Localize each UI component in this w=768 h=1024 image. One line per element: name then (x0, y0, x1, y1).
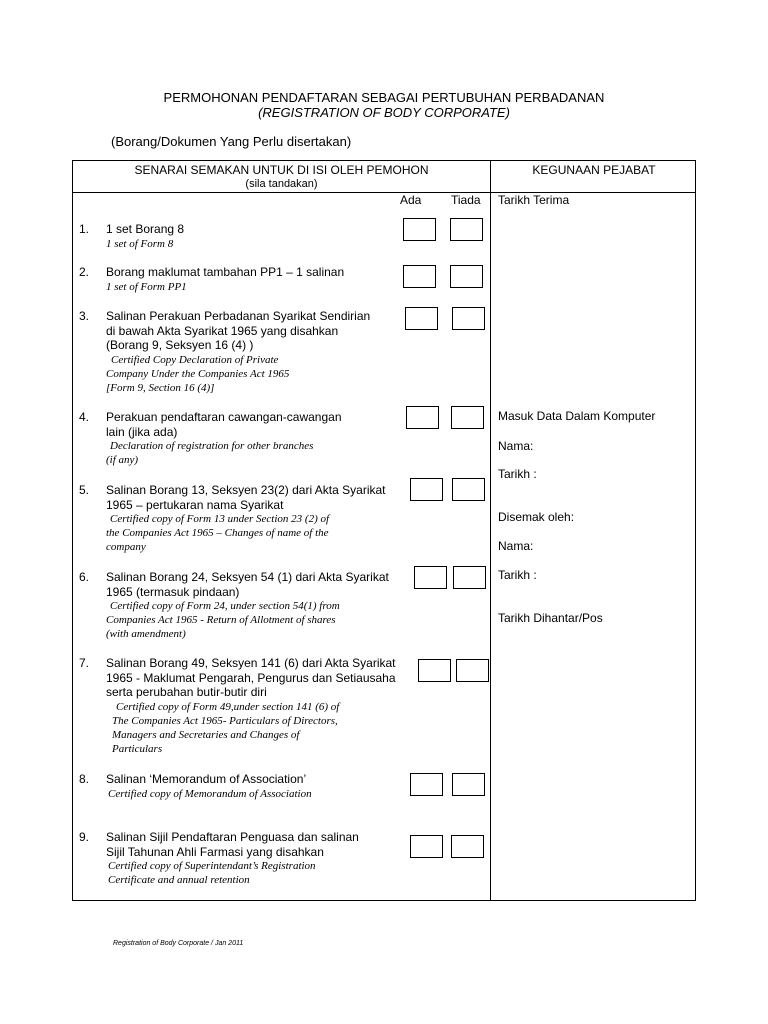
checklist-item-4 (106, 410, 342, 467)
item-text-english: Certified Copy Declaration of Private (111, 353, 279, 366)
office-masuk-data: Masuk Data Dalam Komputer (498, 409, 656, 423)
item-text: 1965 - Maklumat Pengarah, Pengurus dan Setiausaha (106, 670, 396, 685)
item-text-english: Certified copy of Superintendant’s Registration (108, 860, 316, 872)
item-text-english: Certificate and annual retention (108, 874, 250, 886)
column-divider (490, 161, 491, 900)
checklist-item-3 (106, 309, 370, 395)
tiada-checkbox-4[interactable] (451, 406, 484, 429)
checklist-header-instruction: (sila tandakan) (245, 178, 318, 190)
item-text-english: Certified copy of Memorandum of Association (108, 787, 312, 800)
checklist-item-8 (106, 772, 312, 801)
office-tarikh-dihantar: Tarikh Dihantar/Pos (498, 611, 603, 625)
item-text: serta perubahan butir-butir diri (106, 685, 267, 699)
item-text-english: (with amendment) (106, 628, 186, 640)
item-number: 6. (79, 570, 90, 584)
form-title-english: (REGISTRATION OF BODY CORPORATE) (258, 105, 510, 120)
item-text: Salinan Borang 49, Seksyen 141 (6) dari Akta Syarikat (106, 656, 396, 670)
tiada-checkbox-7[interactable] (456, 659, 489, 682)
item-number: 2. (79, 265, 90, 279)
item-text-english: Certified copy of Form 24, under section 54(1) from (110, 600, 340, 612)
checklist-item-7 (106, 656, 396, 756)
office-tarikh-terima: Tarikh Terima (498, 193, 570, 207)
item-text: 1965 – pertukaran nama Syarikat (106, 497, 284, 512)
item-text-english: Particulars (112, 742, 163, 755)
item-text: lain (jika ada) (106, 424, 178, 439)
item-text: di bawah Akta Syarikat 1965 yang disahkan (106, 323, 339, 338)
item-text: (Borang 9, Seksyen 16 (4) ) (106, 338, 254, 352)
header-divider (73, 192, 695, 193)
tiada-checkbox-5[interactable] (452, 478, 485, 501)
tiada-checkbox-6[interactable] (453, 566, 486, 589)
item-text-english: Companies Act 1965 - Return of Allotment of shares (106, 614, 336, 626)
item-text: Salinan ‘Memorandum of Association’ (106, 772, 307, 786)
item-text-english: Certified copy of Form 13 under Section 23 (2) of (110, 513, 330, 525)
column-tiada: Tiada (451, 193, 481, 207)
item-text: Sijil Tahunan Ahli Farmasi yang disahkan (106, 844, 324, 859)
item-text: Salinan Sijil Pendaftaran Penguasa dan salinan (106, 830, 359, 844)
tiada-checkbox-2[interactable] (450, 265, 483, 288)
checklist-item-5 (106, 483, 386, 554)
item-text-english: (if any) (106, 454, 139, 466)
ada-checkbox-2[interactable] (403, 265, 436, 288)
column-ada: Ada (400, 193, 422, 207)
tiada-checkbox-9[interactable] (451, 835, 484, 858)
item-number: 4. (79, 410, 90, 424)
item-number: 8. (79, 772, 90, 786)
item-text-english: company (106, 541, 146, 553)
item-text: 1965 (termasuk pindaan) (106, 584, 240, 599)
item-number: 9. (79, 830, 90, 844)
ada-checkbox-1[interactable] (403, 218, 436, 241)
item-text: 1 set Borang 8 (106, 222, 185, 236)
item-text: Salinan Borang 13, Seksyen 23(2) dari Akta Syarikat (106, 483, 386, 497)
item-text-english: Certified copy of Form 49,under section 141 (6) of (116, 700, 340, 713)
ada-checkbox-4[interactable] (406, 406, 439, 429)
ada-checkbox-3[interactable] (405, 307, 438, 330)
page-footer: Registration of Body Corporate / Jan 2011 (113, 940, 244, 947)
item-text: Perakuan pendaftaran cawangan-cawangan (106, 410, 342, 424)
checklist-header (73, 163, 490, 191)
ada-checkbox-6[interactable] (414, 566, 447, 589)
office-nama-1: Nama: (498, 439, 534, 453)
item-number: 7. (79, 656, 90, 670)
item-text-english: 1 set of Form PP1 (106, 280, 187, 293)
item-text: Salinan Borang 24, Seksyen 54 (1) dari Akta Syarikat (106, 570, 389, 584)
checklist-item-6 (106, 570, 389, 641)
item-text: Salinan Perakuan Perbadanan Syarikat Sendirian (106, 309, 371, 323)
office-tarikh-2: Tarikh : (498, 568, 537, 582)
form-subtitle: (Borang/Dokumen Yang Perlu disertakan) (111, 134, 352, 149)
ada-checkbox-9[interactable] (410, 835, 443, 858)
ada-checkbox-5[interactable] (410, 478, 443, 501)
tiada-checkbox-3[interactable] (452, 307, 485, 330)
item-text-english: Declaration of registration for other branches (110, 440, 314, 452)
office-tarikh-1: Tarikh : (498, 467, 537, 481)
checklist-header-title: SENARAI SEMAKAN UNTUK DI ISI OLEH PEMOHON (134, 163, 429, 177)
item-text-english: Company Under the Companies Act 1965 (106, 367, 290, 380)
item-text-english: [Form 9, Section 16 (4)] (106, 381, 215, 394)
item-text-english: 1 set of Form 8 (106, 237, 174, 250)
ada-checkbox-7[interactable] (418, 659, 451, 682)
checklist-item-9 (106, 830, 359, 887)
form-title: PERMOHONAN PENDAFTARAN SEBAGAI PERTUBUHAN PERBADANAN (163, 90, 605, 105)
ada-checkbox-8[interactable] (410, 773, 443, 796)
item-number: 5. (79, 483, 90, 497)
tiada-checkbox-8[interactable] (452, 773, 485, 796)
checklist-item-1 (106, 222, 184, 251)
item-number: 3. (79, 309, 90, 323)
item-text-english: The Companies Act 1965- Particulars of Directors, (112, 714, 338, 727)
item-text-english: Managers and Secretaries and Changes of (112, 728, 300, 741)
office-use-header: KEGUNAAN PEJABAT (532, 163, 656, 177)
office-nama-2: Nama: (498, 539, 534, 553)
tiada-checkbox-1[interactable] (450, 218, 483, 241)
item-number: 1. (79, 222, 90, 236)
item-text: Borang maklumat tambahan PP1 – 1 salinan (106, 265, 345, 279)
item-text-english: the Companies Act 1965 – Changes of name of the (106, 527, 329, 539)
office-disemak-oleh: Disemak oleh: (498, 510, 575, 524)
checklist-item-2 (106, 265, 344, 294)
